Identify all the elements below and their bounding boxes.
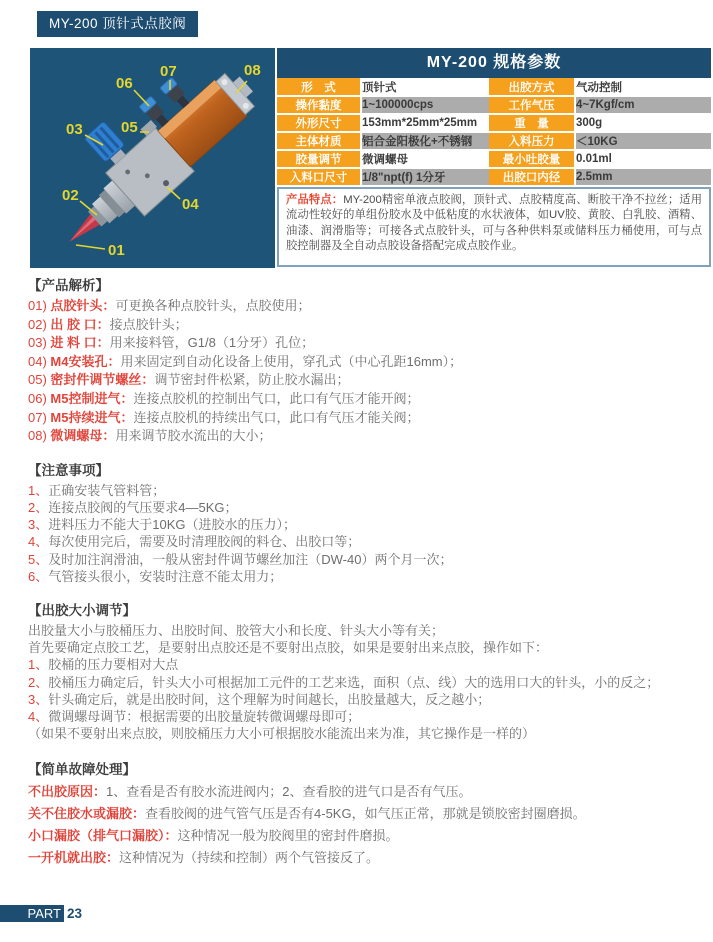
item-desc: 胶桶压力确定后，针头大小可根据加工元件的工艺来选，面积（点、线）大的选用口大的针头，小的反之； (48, 674, 660, 690)
trouble-term: 小口漏胶（排气口漏胶）： (28, 828, 178, 844)
item-term: M5控制进气： (50, 390, 134, 406)
trouble-term: 关不住胶水或漏胶： (28, 806, 146, 822)
item-number: 6、 (28, 568, 49, 584)
spec-row (277, 96, 711, 114)
item-desc: 用来调节胶水流出的大小； (115, 428, 272, 444)
spec-value: 气动控制 (575, 78, 711, 96)
item-term: 进 料 口： (50, 335, 110, 351)
spec-row (277, 114, 711, 132)
analysis-item (28, 427, 692, 446)
photo-label-04: 04 (182, 196, 199, 213)
footer-page-number: 23 (67, 906, 83, 921)
photo-label-06: 06 (116, 75, 133, 92)
trouble-desc: 这种情况为（持续和控制）两个气管接反了。 (119, 850, 380, 866)
photo-label-03: 03 (66, 121, 83, 138)
spec-table (277, 78, 711, 187)
spec-value: 0.01ml (575, 150, 711, 168)
item-number: 3、 (28, 517, 49, 533)
item-desc: 用来固定到自动化设备上使用，穿孔式（中心孔距16mm）； (120, 353, 463, 369)
item-desc: 胶桶的压力要相对大点 (48, 657, 179, 673)
trouble-term: 一开机就出胶： (28, 850, 120, 866)
adjust-item (28, 691, 692, 708)
trouble-desc: 查看胶阀的进气管气压是否有4-5KG，如气压正常，那就是锁胶密封圈磨损。 (145, 806, 586, 822)
spec-label: 出胶口内径 (489, 168, 575, 186)
item-term: 密封件调节螺丝： (50, 372, 155, 388)
item-number: 2、 (28, 499, 49, 515)
adjust-item (28, 656, 692, 673)
spec-label: 形 式 (277, 78, 361, 96)
item-number: 5、 (28, 551, 49, 567)
page-title: MY-200 顶针式点胶阀 (37, 11, 198, 37)
adjust-item (28, 708, 692, 725)
item-desc: 微调螺母调节：根据需要的出胶量旋转微调螺母即可； (48, 708, 361, 724)
spec-label: 重 量 (489, 114, 575, 132)
item-desc: 调节密封件松紧，防止胶水漏出； (154, 372, 350, 388)
item-number: 05) (28, 372, 47, 388)
item-desc: 每次使用完后，需要及时清理胶阀的料仓、出胶口等； (48, 534, 361, 550)
section-heading-notes: 【注意事项】 (28, 462, 109, 478)
analysis-item (28, 371, 692, 390)
spec-label: 外形尺寸 (277, 114, 361, 132)
item-number: 02) (28, 316, 47, 332)
photo-label-08: 08 (244, 62, 261, 79)
spec-value: 微调螺母 (361, 150, 489, 168)
spec-area (277, 48, 711, 268)
analysis-item (28, 297, 692, 316)
spec-row (277, 150, 711, 168)
item-number: 1、 (28, 657, 49, 673)
item-desc: 连接点胶阀的气压要求4—5KG； (48, 499, 238, 515)
item-number: 3、 (28, 691, 49, 707)
item-number: 03) (28, 335, 47, 351)
spec-label: 最小吐胶量 (489, 150, 575, 168)
spec-row (277, 168, 711, 186)
item-number: 4、 (28, 534, 49, 550)
analysis-item (28, 334, 692, 353)
spec-label: 出胶方式 (489, 78, 575, 96)
spec-table-title: MY-200 规格参数 (277, 48, 711, 78)
trouble-item (28, 847, 692, 869)
product-features (277, 187, 711, 267)
content (28, 274, 692, 869)
section-heading-adjust: 【出胶大小调节】 (28, 602, 136, 618)
spec-value: ＜10KG (575, 132, 711, 150)
note-item (28, 499, 692, 516)
item-number: 04) (28, 353, 47, 369)
section-heading-troubleshooting: 【简单故障处理】 (28, 762, 136, 778)
adjust-outro: （如果不要射出来点胶，则胶桶压力大小可根据胶水能流出来为准，其它操作是一样的） (28, 726, 536, 742)
photo-label-07: 07 (160, 63, 177, 80)
spec-label: 工作气压 (489, 96, 575, 114)
adjust-intro-line: 出胶量大小与胶桶压力、出胶时间、胶管大小和长度、针头大小等有关； (28, 622, 445, 638)
item-number: 06) (28, 390, 47, 406)
item-term: M5持续进气： (50, 409, 134, 425)
item-number: 08) (28, 428, 47, 444)
spec-value: 2.5mm (575, 168, 711, 186)
spec-row (277, 132, 711, 150)
analysis-item (28, 390, 692, 409)
note-item (28, 482, 692, 499)
item-desc: 正确安装气管料管； (48, 482, 166, 498)
spec-row (277, 78, 711, 96)
adjust-intro-line: 首先要确定点胶工艺，是要射出点胶还是不要射出点胶，如果是要射出来点胶，操作如下： (28, 640, 549, 656)
item-desc: 针头确定后，就是出胶时间，这个理解为时间越长，出胶量越大，反之越小； (48, 691, 491, 707)
note-item (28, 551, 692, 568)
item-term: 点胶针头： (50, 298, 116, 313)
spec-value: 铝合金阳极化+不锈钢 (361, 132, 489, 150)
footer-part-label: PART (0, 905, 64, 922)
spec-value: 1~100000cps (361, 96, 489, 114)
item-term: 微调螺母： (50, 428, 116, 444)
item-desc: 连接点胶机的控制出气口，此口有气压才能开阀； (133, 390, 420, 406)
spec-value: 4~7Kgf/cm (575, 96, 711, 114)
item-number: 01) (28, 298, 47, 313)
item-number: 2、 (28, 674, 49, 690)
item-desc: 气管接头很小，安装时注意不能太用力； (48, 568, 283, 584)
product-photo (30, 48, 275, 268)
features-text: MY-200精密单液点胶阀，顶针式、点胶精度高、断胶干净不拉丝；适用流动性较好的单组份胶水及中低粘度的水状液体，如UV胶、黄胶、白乳胶、酒精、油漆、润滑脂等；可接各式点胶针头，可与各种供料泵或储料压力桶使用，可与点胶控制器及全自动点胶设备搭配完成点胶作业。 (286, 194, 702, 253)
spec-value: 顶针式 (361, 78, 489, 96)
spec-label: 入料压力 (489, 132, 575, 150)
note-item (28, 533, 692, 550)
spec-label: 胶量调节 (277, 150, 361, 168)
note-item (28, 568, 692, 585)
photo-label-02: 02 (62, 187, 79, 204)
spec-label: 操作黏度 (277, 96, 361, 114)
item-desc: 连接点胶机的持续出气口，此口有气压才能关阀； (133, 409, 420, 425)
item-desc: 进料压力不能大于10KG（进胶水的压力）； (48, 517, 296, 533)
top-block (30, 48, 711, 268)
trouble-desc: 1、查看是否有胶水流进阀内；2、查看胶的进气口是否有气压。 (106, 784, 472, 800)
analysis-item (28, 353, 692, 372)
trouble-desc: 这种情况一般为胶阀里的密封件磨损。 (177, 828, 399, 844)
item-number: 07) (28, 409, 47, 425)
trouble-item (28, 781, 692, 803)
trouble-item (28, 825, 692, 847)
spec-value: 1/8"npt(f) 1分牙 (361, 168, 489, 186)
analysis-item (28, 316, 692, 335)
item-desc: 及时加注润滑油，一般从密封件调节螺丝加注（DW-40）两个月一次； (48, 551, 453, 567)
analysis-item (28, 409, 692, 428)
section-heading-analysis: 【产品解析】 (28, 278, 109, 293)
item-desc: 用来接料管，G1/8（1分牙）孔位； (109, 335, 315, 351)
item-desc: 可更换各种点胶针头，点胶使用； (115, 298, 311, 313)
item-number: 1、 (28, 482, 49, 498)
trouble-term: 不出胶原因： (28, 784, 107, 800)
trouble-item (28, 803, 692, 825)
spec-value: 153mm*25mm*25mm (361, 114, 489, 132)
spec-label: 主体材质 (277, 132, 361, 150)
note-item (28, 516, 692, 533)
spec-value: 300g (575, 114, 711, 132)
photo-label-05: 05 (121, 119, 138, 136)
spec-label: 入料口尺寸 (277, 168, 361, 186)
item-term: M4安装孔： (50, 353, 121, 369)
features-label: 产品特点： (286, 194, 344, 206)
item-term: 出 胶 口： (50, 316, 110, 332)
item-desc: 接点胶针头； (109, 316, 188, 332)
photo-label-01: 01 (108, 242, 125, 259)
item-number: 4、 (28, 708, 49, 724)
product-photo-panel (30, 48, 275, 268)
adjust-item (28, 674, 692, 691)
